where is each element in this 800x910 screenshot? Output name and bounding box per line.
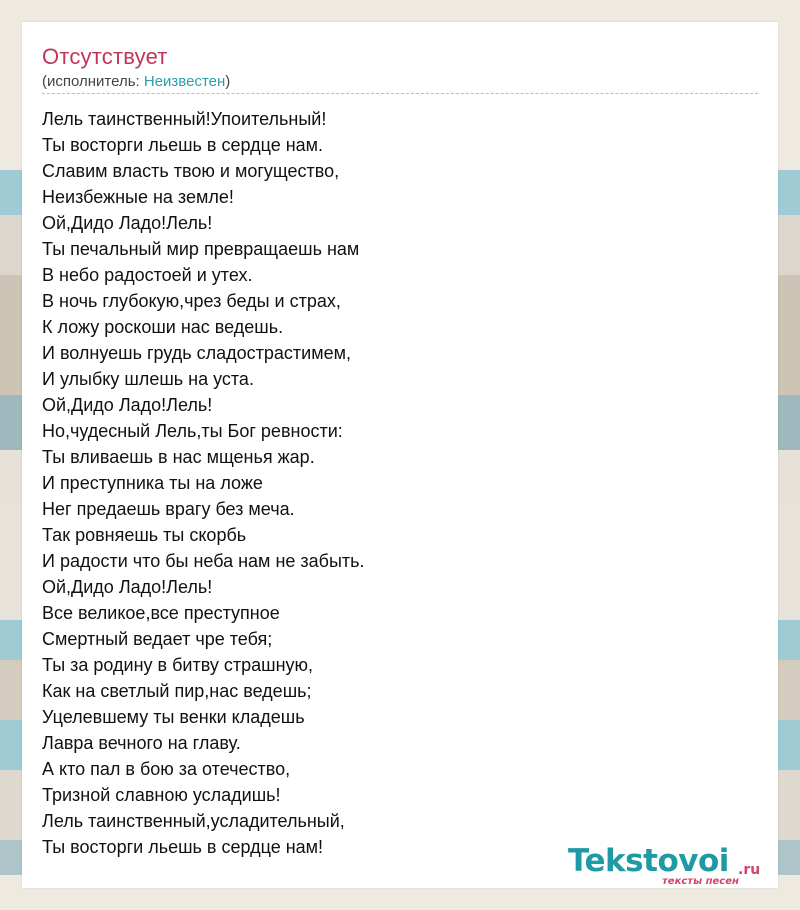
lyrics-text [42,106,365,860]
lyric-line: Ой,Дидо Ладо!Лель! [42,395,213,415]
lyric-line: Смертный ведает чре тебя; [42,629,273,649]
site-logo[interactable] [568,843,773,888]
artist-line [42,73,230,90]
lyric-line: Ты восторги льешь в сердце нам. [42,135,324,155]
lyric-line: Ты вливаешь в нас мщенья жар. [42,447,315,467]
lyrics-card [22,22,778,888]
lyric-line: И радости что бы неба нам не забыть. [42,551,365,571]
lyric-line: А кто пал в бою за отечество, [42,759,291,779]
lyric-line: Лель таинственный,усладительный, [42,811,345,831]
lyric-line: Как на светлый пир,нас ведешь; [42,681,312,701]
lyric-line: Тризной славною усладишь! [42,785,281,805]
lyric-line: И волнуешь грудь сладострастимем, [42,343,351,363]
lyric-line: Славим власть твою и могущество, [42,161,340,181]
lyric-line: И преступника ты на ложе [42,473,263,493]
logo-wordmark: Tekstovoi [568,843,729,879]
logo-tagline: тексты песен [662,876,739,887]
lyric-line: Нег предаешь врагу без меча. [42,499,295,519]
artist-prefix: (исполнитель: [42,73,144,90]
divider [42,93,758,94]
lyric-line: Лавра вечного на главу. [42,733,241,753]
lyric-line: И улыбку шлешь на уста. [42,369,254,389]
artist-suffix: ) [225,73,231,90]
lyric-line: Ты восторги льешь в сердце нам! [42,837,324,857]
lyric-line: Лель таинственный!Упоительный! [42,109,327,129]
lyric-line: Все великое,все преступное [42,603,280,623]
lyric-line: В ночь глубокую,чрез беды и страх, [42,291,341,311]
lyric-line: Но,чудесный Лель,ты Бог ревности: [42,421,343,441]
lyric-line: К ложу роскоши нас ведешь. [42,317,284,337]
lyric-line: Ты за родину в битву страшную, [42,655,314,675]
artist-link[interactable]: Неизвестен [143,73,226,90]
lyric-line: В небо радостоей и утех. [42,265,253,285]
logo-tld: .ru [738,862,761,878]
lyric-line: Неизбежные на земле! [42,187,234,207]
lyric-line: Ты печальный мир превращаешь нам [42,239,360,259]
lyric-line: Ой,Дидо Ладо!Лель! [42,213,213,233]
song-title: Отсутствует [42,44,168,69]
lyric-line: Ой,Дидо Ладо!Лель! [42,577,213,597]
lyric-line: Так ровняешь ты скорбь [42,525,247,545]
lyric-line: Уцелевшему ты венки кладешь [42,707,305,727]
